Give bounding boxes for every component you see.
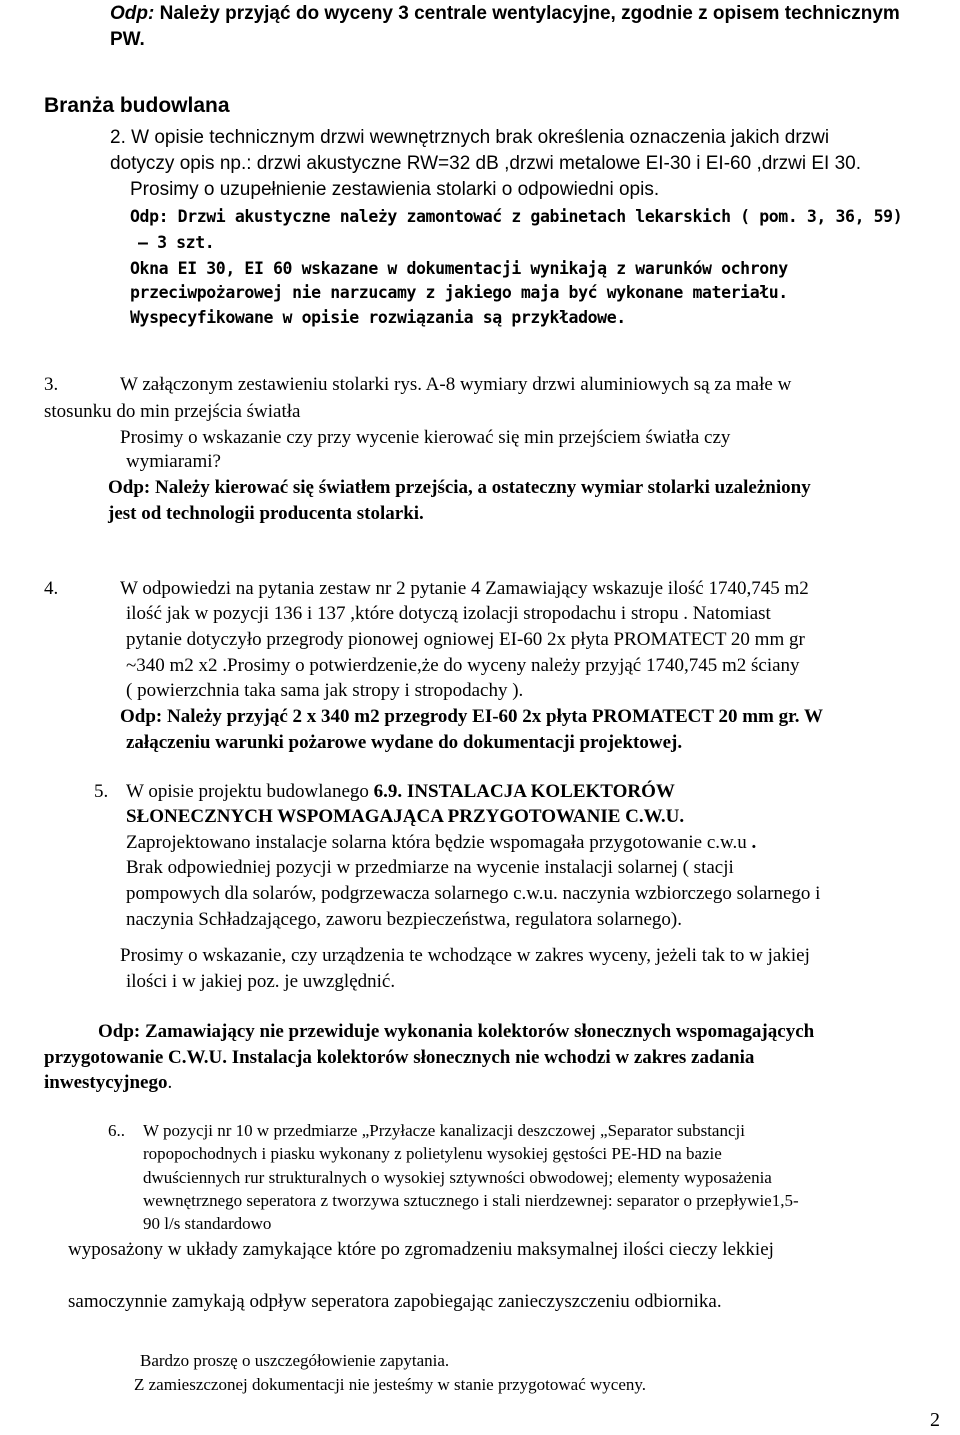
- q6-line-5: 90 l/s standardowo: [143, 1214, 272, 1233]
- q5-section-title: 6.9. INSTALACJA KOLEKTORÓW: [373, 781, 675, 802]
- section-heading: Branża budowlana: [44, 94, 230, 117]
- q2-line-3: Prosimy o uzupełnienie zestawienia stolarki o odpowiedni opis.: [130, 179, 660, 200]
- q3-answer-2: jest od technologii producenta stolarki.: [108, 503, 424, 524]
- q4-line-5: ( powierzchnia taka sama jak stropy i stropodachy ).: [126, 680, 524, 701]
- q4-answer-1: Odp: Należy przyjąć 2 x 340 m2 przegrody EI-60 2x płyta PROMATECT 20 mm gr. W: [120, 706, 823, 727]
- intro-line-1: [110, 4, 900, 23]
- q5-answer-3: [44, 1073, 172, 1092]
- q2-line-1: 2. W opisie technicznym drzwi wewnętrznych brak określenia oznaczenia jakich drzwi: [110, 127, 830, 148]
- q4-line-4: ~340 m2 x2 .Prosimy o potwierdzenie,że do wyceny należy przyjąć 1740,745 m2 ściany: [126, 655, 800, 676]
- q3-line-4: wymiarami?: [126, 451, 221, 472]
- q5-line-4: Brak odpowiedniej pozycji w przedmiarze na wycenie instalacji solarnej ( stacji: [126, 857, 734, 878]
- closing-line-2: Z zamieszczonej dokumentacji nie jesteśmy w stanie przygotować wyceny.: [134, 1375, 647, 1394]
- q5-line-8: ilości i w jakiej poz. je uwzględnić.: [126, 971, 396, 992]
- q4-line-1: W odpowiedzi na pytania zestaw nr 2 pytanie 4 Zamawiający wskazuje ilość 1740,745 m2: [120, 578, 809, 599]
- q5-line-1-text: W opisie projektu budowlanego: [126, 781, 374, 802]
- q3-number: 3.: [44, 374, 59, 395]
- q5-number: 5.: [94, 781, 109, 802]
- q3-line-3: Prosimy o wskazanie czy przy wycenie kierować się min przejściem światła czy: [120, 427, 731, 448]
- q2-line-2: dotyczy opis np.: drzwi akustyczne RW=32 dB ,drzwi metalowe EI-30 i EI-60 ,drzwi EI 30.: [110, 153, 861, 174]
- q6-line-7: samoczynnie zamykają odpływ seperatora zapobiegając zanieczyszczeniu odbiornika.: [68, 1291, 722, 1312]
- intro-odp-text: Należy przyjąć do wyceny 3 centrale wentylacyjne, zgodnie z opisem technicznym: [154, 3, 900, 24]
- q5-line-1: [126, 782, 675, 801]
- q6-line-6: wyposażony w układy zamykające które po zgromadzeniu maksymalnej ilości cieczy lekkiej: [68, 1239, 774, 1260]
- q4-line-2: ilość jak w pozycji 136 i 137 ,które dotyczą izolacji stropodachu i stropu . Natomiast: [126, 603, 771, 624]
- page-number: 2: [930, 1409, 940, 1431]
- q2-answer-3: Okna EI 30, EI 60 wskazane w dokumentacji wynikają z warunków ochrony: [130, 259, 788, 278]
- q2-answer-4: przeciwpożarowej nie narzucamy z jakiego maja być wykonane materiału.: [130, 283, 788, 302]
- q2-answer-2: – 3 szt.: [138, 233, 215, 252]
- q4-number: 4.: [44, 578, 59, 599]
- q2-answer-5: Wyspecyfikowane w opisie rozwiązania są przykładowe.: [130, 308, 626, 327]
- q5-answer-2: przygotowanie C.W.U. Instalacja kolektorów słonecznych nie wchodzi w zakres zadania: [44, 1047, 755, 1068]
- q5-line-5: pompowych dla solarów, podgrzewacza solarnego c.w.u. naczynia wzbiorczego solarnego i: [126, 883, 821, 904]
- q6-line-4: wewnętrznego seperatora z tworzywa sztucznego i stali nierdzewnej: separator o przepływie1,5-: [143, 1191, 799, 1210]
- closing-line-1: Bardzo proszę o uszczegółowienie zapytania.: [140, 1351, 450, 1370]
- q5-answer-1: Odp: Zamawiający nie przewiduje wykonania kolektorów słonecznych wspomagających: [98, 1021, 815, 1042]
- q6-number: 6..: [108, 1121, 125, 1140]
- q5-line-3-dot: .: [746, 832, 757, 853]
- q5-line-6: naczynia Schładzającego, zaworu bezpieczeństwa, regulatora solarnego).: [126, 909, 682, 930]
- q5-line-2: SŁONECZNYCH WSPOMAGAJĄCA PRZYGOTOWANIE C.W.U.: [126, 806, 685, 827]
- q6-line-3: dwuściennych rur strukturalnych o wysokiej sztywności obwodowej; elementy wyposażenia: [143, 1168, 772, 1187]
- q4-answer-2: załączeniu warunki pożarowe wydane do dokumentacji projektowej.: [126, 732, 683, 753]
- q5-answer-3-text: inwestycyjnego: [44, 1072, 168, 1093]
- q6-line-1: W pozycji nr 10 w przedmiarze „Przyłacze kanalizacji deszczowej „Separator substancji: [143, 1121, 745, 1140]
- q3-line-2: stosunku do min przejścia światła: [44, 401, 301, 422]
- q6-line-2: ropopochodnych i piasku wykonany z polietylenu wysokiej gęstości PE-HD na bazie: [143, 1144, 722, 1163]
- q5-answer-3-dot: .: [167, 1072, 173, 1093]
- intro-odp-label: Odp:: [110, 3, 155, 24]
- q4-line-3: pytanie dotyczyło przegrody pionowej ogniowej EI-60 2x płyta PROMATECT 20 mm gr: [126, 629, 805, 650]
- intro-line-2: PW.: [110, 29, 145, 50]
- q5-line-3-text: Zaprojektowano instalacje solarna która będzie wspomagała przygotowanie c.w.u: [126, 832, 747, 853]
- q5-line-3: [126, 833, 756, 852]
- q3-line-1: W załączonym zestawieniu stolarki rys. A-8 wymiary drzwi aluminiowych są za małe w: [120, 374, 792, 395]
- q5-line-7: Prosimy o wskazanie, czy urządzenia te wchodzące w zakres wyceny, jeżeli tak to w jakiej: [120, 945, 810, 966]
- q2-answer-1: Odp: Drzwi akustyczne należy zamontować z gabinetach lekarskich ( pom. 3, 36, 59): [130, 207, 903, 226]
- q3-answer-1: Odp: Należy kierować się światłem przejścia, a ostateczny wymiar stolarki uzależniony: [108, 477, 811, 498]
